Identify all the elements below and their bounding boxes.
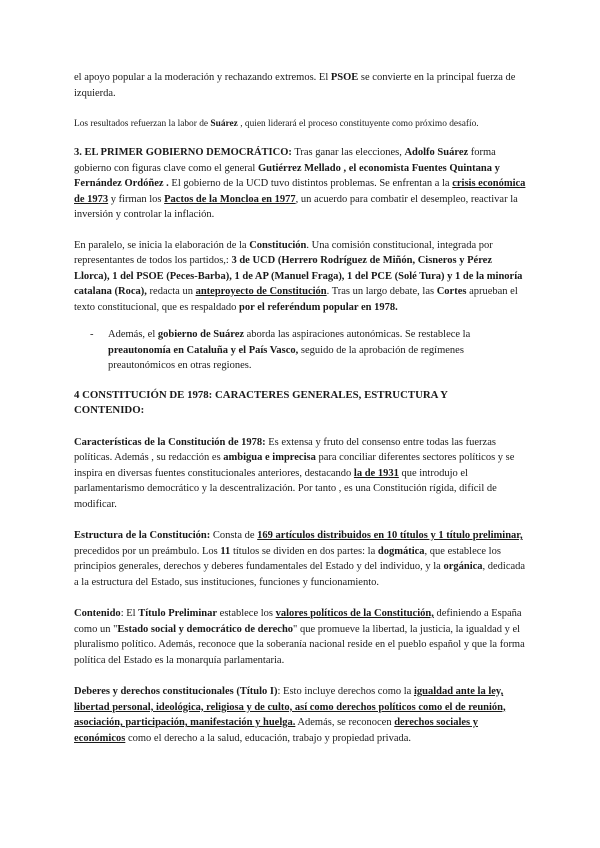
bold-text: Título Preliminar	[138, 608, 218, 619]
bold-text: 11	[220, 545, 231, 557]
underlined-bold-text: anteproyecto de Constitución	[195, 286, 327, 297]
text: En paralelo, se inicia la elaboración de la	[74, 239, 250, 251]
paragraph-duties-rights	[74, 684, 528, 746]
bold-text: Estado social y democrático de derecho	[117, 623, 294, 635]
bold-text: Características de la Constitución de 1978:	[74, 436, 266, 448]
underlined-bold-text: valores políticos de la Constitución,	[275, 608, 434, 619]
bold-text: PSOE	[330, 72, 359, 83]
text: Además, se reconocen	[295, 717, 395, 728]
text: : Esto incluye derechos como la	[277, 686, 414, 697]
paragraph-content	[74, 606, 528, 668]
bold-text: 3 de UCD (Herrero Rodríguez de Miñón, Cisneros y Pérez Llorca), 1 del PSOE (Peces-Barba), 1 de AP (Manuel Fraga), 1 del PCE (Solé Tura) y 1 de la minoría catalana (Roca),	[74, 255, 523, 297]
underlined-bold-text: crisis económica de 1973	[74, 178, 526, 205]
text: Tras ganar las elecciones,	[291, 147, 405, 158]
underlined-bold-text: Pactos de la Moncloa en 1977	[164, 193, 296, 205]
text: . Tras un largo debate, las	[326, 286, 437, 297]
bold-text: Estructura de la Constitución:	[74, 530, 211, 541]
bold-text: Gutiérrez Mellado , el economista Fuentes Quintana y Fernández Ordóñez .	[74, 162, 500, 189]
underlined-bold-text: derechos sociales y económicos	[74, 717, 479, 744]
text: establece los	[217, 608, 276, 619]
text: se convierte en la principal fuerza de izquierda.	[74, 72, 516, 99]
bold-text: Contenido	[74, 608, 121, 619]
document-page	[74, 70, 528, 746]
text: para conciliar diferentes sectores políticos y se inspira en diversas fuentes constitucionales anteriores, destacando	[74, 452, 515, 479]
bullet-autonomies	[90, 327, 528, 374]
text: , un acuerdo para combatir el desempleo, reactivar la inversión y controlar la inflación.	[74, 193, 518, 220]
text: y firman los	[108, 193, 165, 205]
text: " que promueve la libertad, la justicia, la igualdad y el pluralismo político. Además, reconoce que la soberanía nacional reside en el pueblo español y que la forma política del Estado es la monarquía parlamentaria.	[74, 623, 525, 666]
paragraph-results	[74, 118, 528, 131]
text: aprueban el texto constitucional, que es respaldado	[74, 286, 518, 313]
paragraph-structure	[74, 528, 528, 590]
bold-text: por el referéndum popular en 1978.	[239, 301, 398, 313]
text: Consta de	[210, 530, 258, 541]
text: que introdujo el parlamentarismo democrático y la descentralización. Por tanto , es una Constitución rígida, difícil de modificar.	[74, 467, 497, 510]
text: : El	[120, 608, 139, 619]
section-3-paragraph	[74, 145, 528, 223]
text: el apoyo popular a la moderación y rechazando extremos. El	[74, 72, 331, 83]
text: definiendo a España como un "	[74, 608, 522, 635]
underlined-bold-text: 169 artículos distribuidos en 10 títulos y 1 título preliminar,	[257, 530, 523, 541]
text: forma gobierno con figuras clave como el general	[74, 147, 496, 174]
section-4-heading: 4 CONSTITUCIÓN DE 1978: CARACTERES GENERALES, ESTRUCTURA Y CONTENIDO:	[74, 388, 448, 416]
bold-text: preautonomía en Cataluña y el País Vasco,	[108, 344, 299, 356]
text: como el derecho a la salud, educación, trabajo y propiedad privada.	[125, 732, 412, 744]
bold-text: Adolfo Suárez	[404, 147, 469, 158]
bold-text: Cortes	[436, 286, 467, 297]
text: . Una comisión constitucional, integrada por representantes de todos los partidos,:	[74, 239, 493, 266]
text: Los resultados refuerzan la labor de	[74, 119, 211, 129]
text: Además, el	[108, 329, 158, 340]
text: aborda las aspiraciones autonómicas. Se restablece la	[244, 329, 471, 340]
bold-text: Deberes y derechos constitucionales (Título I)	[74, 686, 278, 697]
bullet-text	[108, 327, 528, 374]
paragraph-constitution-drafting	[74, 238, 528, 316]
paragraph-characteristics	[74, 435, 528, 513]
text: redacta un	[146, 286, 196, 297]
text: títulos se dividen en dos partes: la	[230, 545, 378, 557]
section-heading: 3. EL PRIMER GOBIERNO DEMOCRÁTICO:	[74, 147, 292, 158]
underlined-bold-text: la de 1931	[353, 467, 399, 479]
text: , quien liderará el proceso constituyente como próximo desafío.	[237, 119, 479, 129]
text: Es extensa y fruto del consenso entre todas las fuerzas políticas. Además , su redacción es	[74, 436, 496, 463]
text: seguido de la aprobación de regímenes preautonómicos en otras regiones.	[108, 344, 464, 371]
bold-text: dogmática	[377, 545, 425, 557]
text: El gobierno de la UCD tuvo distintos problemas. Se enfrentan a la	[168, 178, 453, 189]
bold-text: orgánica	[443, 561, 483, 572]
paragraph-psoe	[74, 70, 528, 101]
bold-text: Constitución	[249, 239, 307, 251]
bold-text: gobierno de Suárez	[157, 329, 245, 340]
bullet-dash: -	[90, 329, 94, 340]
text: , dedicada a la estructura del Estado, sus instituciones, funciones y funcionamiento.	[74, 561, 526, 588]
text: , que establece los principios generales, derechos y deberes fundamentales del Estado y del individuo, y la	[74, 545, 501, 572]
text: precedidos por un preámbulo. Los	[74, 545, 221, 557]
bold-text: ambigua e imprecisa	[223, 452, 316, 463]
underlined-bold-text: igualdad ante la ley, libertad personal, ideológica, religiosa y de culto, así como derechos políticos como el de reunión, asociación, participación, manifestación y huelga.	[74, 686, 506, 728]
bold-text: Suárez	[210, 119, 238, 129]
